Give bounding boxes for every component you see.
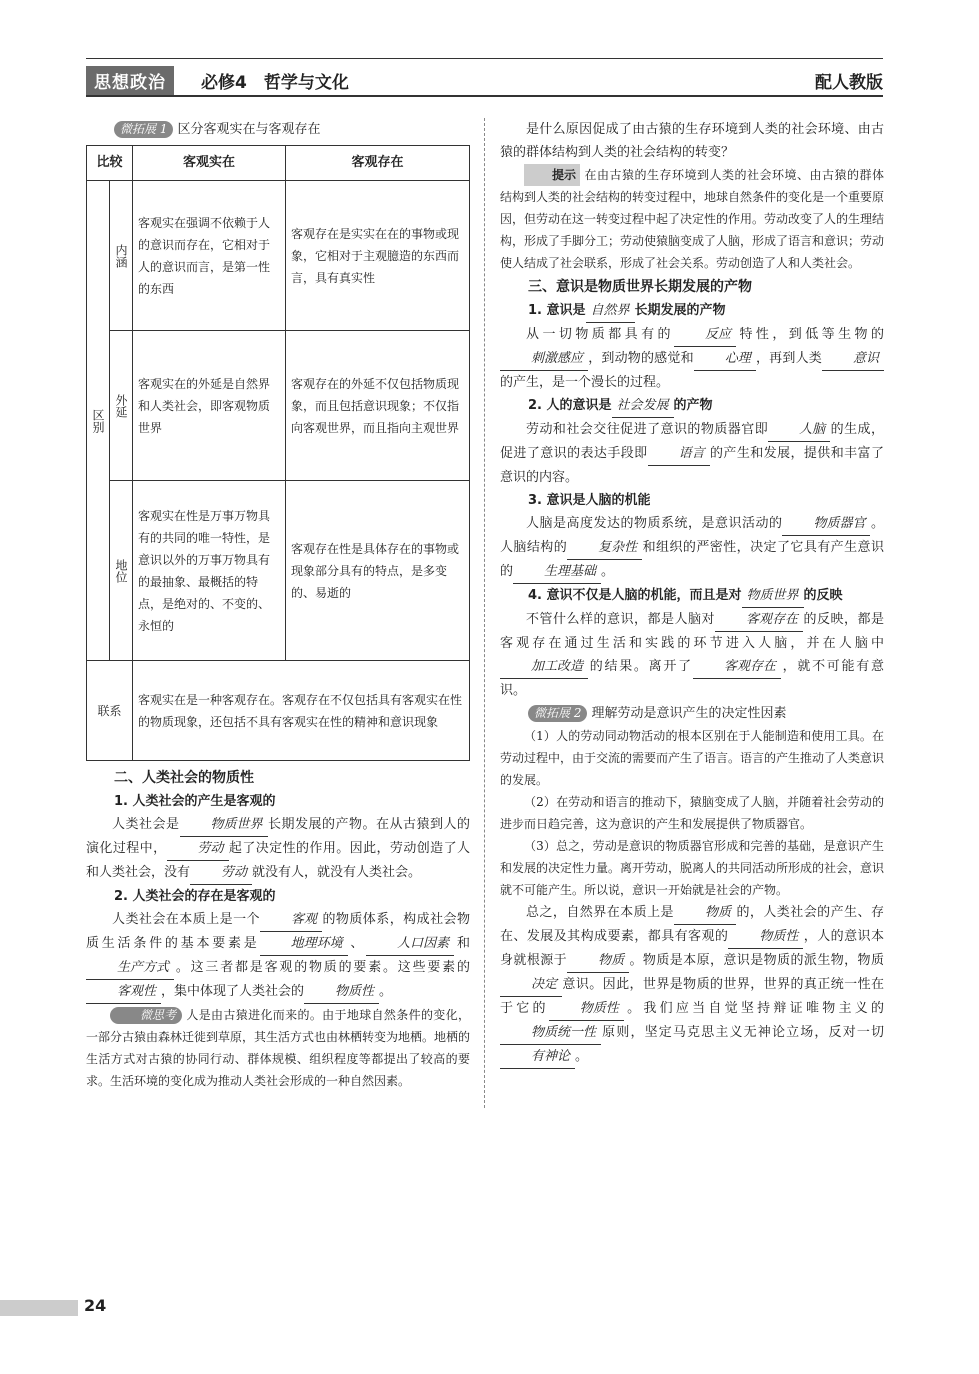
answer: 反应 (674, 323, 736, 347)
page-number-bar (0, 1300, 78, 1316)
answer: 物质器官 (782, 512, 870, 536)
table-row (87, 481, 470, 661)
cell-exist: 客观存在是实实在在的事物或现象，它相对于主观臆造的东西而言，具有真实性 (286, 181, 470, 331)
answer: 物质统一性 (500, 1021, 601, 1045)
page-number: 24 (84, 1296, 107, 1315)
subsection-title: 2. 人的意识是 社会发展 的产物 (500, 394, 884, 418)
comparison-table (86, 145, 470, 761)
answer: 物质性 (549, 997, 624, 1021)
table-row (87, 331, 470, 481)
cell-real: 客观实在的外延是自然界和人类社会，即客观物质世界 (133, 331, 286, 481)
subsection-2-title: 2. 人类社会的存在是客观的 (114, 889, 276, 904)
section-3-title: 三、意识是物质世界长期发展的产物 (528, 279, 752, 295)
answer: 客观 (260, 908, 322, 932)
diff-label: 区别 (87, 181, 110, 661)
tip-paragraph: 提示 在由古猿的生存环境到人类的社会环境、由古猿的群体结构到人类的社会结构的转变过程中，地球自然条件的变化是一个重要原因，但劳动在这一转变过程中起了决定性的作用。劳动改变了人的生理结构，形成了手脚分工；劳动使猿脑变成了人脑，形成了语言和意识；劳动使人结成了社会联系，形成了社会关系。劳动创造了人和人类社会。 (500, 164, 884, 274)
row-label: 地位 (110, 481, 133, 661)
row-label: 外延 (110, 331, 133, 481)
page-header (86, 64, 883, 94)
answer: 物质世界 (742, 584, 804, 608)
extension-badge: 微拓展 1 (114, 121, 173, 138)
header-exist: 客观存在 (286, 146, 470, 181)
header-compare: 比较 (87, 146, 133, 181)
right-column (500, 118, 884, 1069)
paragraph: 劳动和社会交往促进了意识的物质器官即 人脑 的生成，促进了意识的表达手段即 语言 的产生和发展，提供和丰富了意识的内容。 (500, 418, 884, 489)
think-badge: 微思考 (110, 1007, 182, 1024)
answer: 人口因素 (366, 932, 454, 956)
answer: 决定 (500, 973, 562, 997)
answer: 客观存在 (693, 655, 781, 679)
table-header-row (87, 146, 470, 181)
answer: 加工改造 (500, 655, 588, 679)
top-rule (86, 58, 883, 59)
column-divider (484, 118, 485, 1108)
table-row (87, 661, 470, 761)
paragraph: 从一切物质都具有的 反应 特性，到低等生物的刺激感应 ，到动物的感觉和 心理 ，再到人类 意识的产生，是一个漫长的过程。 (500, 323, 884, 394)
tip-label: 提示 (524, 164, 580, 186)
summary-paragraph: 总之，自然界在本质上是 物质 的，人类社会的产生、存在、发展及其构成要素，都具有客观的 物质性 ，人的意识本身就根源于 物质 。物质是本原，意识是物质的派生物，物质决定 意识。因此，世界是物质的世界，世界的真正统一性在于它的 物质性 。我们应当自觉坚持辩证唯物主义的物质统一性 原则，坚定马克思主义无神论立场，反对一切有神论 。 (500, 901, 884, 1069)
edition-label: 配人教版 (815, 73, 883, 93)
question-text: 是什么原因促成了由古猿的生存环境到人类的社会环境、由古猿的群体结构到人类的社会结构的转变？ (500, 122, 884, 160)
book-title: 必修4 哲学与文化 (201, 73, 349, 93)
answer: 生理基础 (513, 560, 601, 584)
paragraph: 人脑是高度发达的物质系统，是意识活动的 物质器官 。人脑结构的 复杂性 和组织的严密性，决定了它具有产生意识的 生理基础 。 (500, 512, 884, 584)
link-label: 联系 (87, 661, 133, 761)
answer: 物质 (674, 901, 736, 925)
link-text: 客观实在是一种客观存在。客观存在不仅包括具有客观实在性的物质现象，还包括不具有客观实在性的精神和意识现象 (133, 661, 470, 761)
subsection-title: 4. 意识不仅是人脑的机能，而且是对 物质世界 的反映 (500, 584, 884, 608)
answer: 地理环境 (260, 932, 348, 956)
answer: 复杂性 (567, 536, 642, 560)
extension-point: （1）人的劳动同动物活动的根本区别在于人能制造和使用工具。在劳动过程中，由于交流的需要而产生了语言。语言的产生推动了人类意识的发展。 (500, 729, 885, 787)
answer: 客观性 (86, 980, 161, 1004)
answer: 语言 (648, 442, 710, 466)
answer: 刺激感应 (500, 347, 588, 371)
answer: 劳动 (167, 837, 229, 861)
section-2-title: 二、人类社会的物质性 (114, 770, 254, 786)
extension-title: 理解劳动是意识产生的决定性因素 (591, 706, 787, 721)
subsection-title: 3. 意识是人脑的机能 (528, 493, 651, 508)
cell-exist: 客观存在的外延不仅包括物质现象，而且包括意识现象；不仅指向客观世界，而且指向主观世界 (286, 331, 470, 481)
answer: 物质性 (304, 980, 379, 1004)
subsection-title: 1. 意识是 自然界 长期发展的产物 (500, 299, 884, 323)
extension-point: （3）总之，劳动是意识的物质器官形成和完善的基础，是意识产生和发展的决定性力量。离开劳动，脱离人的共同活动所形成的社会，意识就不可能产生。所以说，意识一开始就是社会的产物。 (500, 839, 885, 897)
cell-exist: 客观存在性是具体存在的事物或现象部分具有的特点，是多变的、易逝的 (286, 481, 470, 661)
left-column (86, 118, 470, 1092)
subsection-1-title: 1. 人类社会的产生是客观的 (114, 794, 276, 809)
extension-badge: 微拓展 2 (528, 705, 587, 722)
extension-1-heading (86, 118, 470, 141)
answer: 意识 (822, 347, 884, 371)
header-real: 客观实在 (133, 146, 286, 181)
extension-point: （2）在劳动和语言的推动下，猿脑变成了人脑，并随着社会劳动的进步而日趋完善，这为意识的产生和发展提供了物质器官。 (500, 795, 884, 831)
paragraph: 人类社会是 物质世界 长期发展的产物。在从古猿到人的演化过程中， 劳动 起了决定性的作用。因此，劳动创造了人和人类社会，没有 劳动 就没有人，就没有人类社会。 (86, 813, 470, 885)
answer: 物质性 (728, 925, 803, 949)
answer: 物质世界 (180, 813, 268, 837)
paragraph: 人类社会在本质上是一个 客观 的物质体系，构成社会物质生活条件的基本要素是 地理环境 、 人口因素 和生产方式 。这三者都是客观的物质的要素。这些要素的客观性 ，集中体现了人类社会的 物质性 。 (86, 908, 470, 1004)
cell-real: 客观实在强调不依赖于人的意识而存在，它相对于人的意识而言，是第一性的东西 (133, 181, 286, 331)
row-label: 内涵 (110, 181, 133, 331)
subject-tag: 思想政治 (86, 66, 174, 95)
answer: 劳动 (190, 861, 252, 885)
paragraph: 不管什么样的意识，都是人脑对 客观存在 的反映，都是客观存在通过生活和实践的环节进入人脑，并在人脑中加工改造 的结果。离开了 客观存在 ，就不可能有意识。 (500, 608, 884, 702)
table-row (87, 181, 470, 331)
answer: 生产方式 (86, 956, 174, 980)
answer: 自然界 (586, 299, 635, 323)
answer: 人脑 (768, 418, 830, 442)
extension-title: 区分客观实在与客观存在 (177, 122, 321, 137)
cell-real: 客观实在性是万事万物具有的共同的唯一特性，是意识以外的万事万物具有的最抽象、最概括的特点，是绝对的、不变的、永恒的 (133, 481, 286, 661)
extension-2-heading (500, 702, 884, 725)
answer: 心理 (694, 347, 756, 371)
answer: 物质 (567, 949, 629, 973)
think-paragraph: 微思考 人是由古猿进化而来的。由于地球自然条件的变化，一部分古猿由森林迁徙到草原，其生活方式也由林栖转变为地栖。地栖的生活方式对古猿的协同行动、群体规模、组织程度等都提出了较高的要求。生活环境的变化成为推动人类社会形成的一种自然因素。 (86, 1008, 471, 1088)
header-rule (86, 95, 883, 97)
answer: 社会发展 (612, 394, 674, 418)
answer: 有神论 (500, 1045, 575, 1069)
answer: 客观存在 (715, 608, 803, 632)
